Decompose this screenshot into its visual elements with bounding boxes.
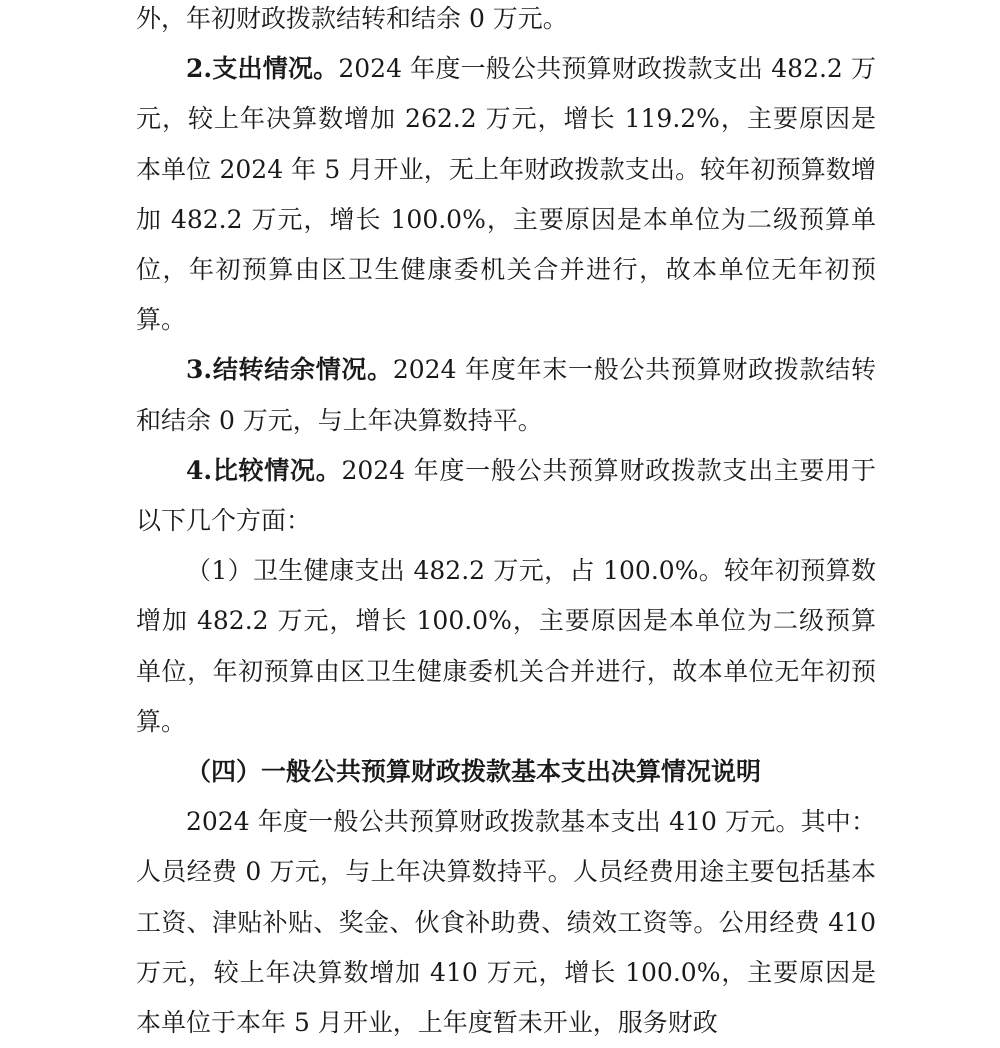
paragraph-health-item [136,546,876,747]
paragraph-body: 外，年初财政拨款结转和结余 0 万元。 [136,4,568,33]
document-page [136,0,876,1048]
paragraph-expenditure [136,44,876,345]
paragraph-body: 2024 年度一般公共预算财政拨款支出 482.2 万元，较上年决算数增加 262.2 万元，增长 119.2%，主要原因是本单位 2024 年 5 月开业，无上年财政拨款支出。较年初预算数增加 482.2 万元，增长 100.0%，主要原因是本单位为二级预算单位，年初预算由区卫生健康委机关合并进行，故本单位无年初预算。 [136,54,876,335]
paragraph-basic-expenditure: 2024 年度一般公共预算财政拨款基本支出 410 万元。其中：人员经费 0 万元，与上年决算数持平。人员经费用途主要包括基本工资、津贴补贴、奖金、伙食补助费、绩效工资等。公用经费 410 万元，较上年决算数增加 410 万元，增长 100.0%，主要原因是本单位于本年 5 月开业，上年度暂未开业，服务财政 [136,807,876,1038]
paragraph-heading: 4.比较情况。 [186,455,342,485]
paragraph-balance [136,345,876,445]
paragraph-body: （1）卫生健康支出 482.2 万元，占 100.0%。较年初预算数增加 482.2 万元，增长 100.0%，主要原因是本单位为二级预算单位，年初预算由区卫生健康委机关合并进行，故本单位无年初预算。 [136,556,876,736]
section-heading: （四）一般公共预算财政拨款基本支出决算情况说明 [186,757,762,787]
paragraph-heading: 3.结转结余情况。 [186,355,393,385]
paragraph-heading: 2.支出情况。 [186,54,339,84]
paragraph-carryover-tail [136,0,876,44]
paragraph-body: 2024 年度年末一般公共预算财政拨款结转和结余 0 万元，与上年决算数持平。 [136,355,876,435]
paragraph-comparison [136,446,876,546]
paragraph-body: 2024 年度一般公共预算财政拨款支出主要用于以下几个方面： [136,455,876,536]
